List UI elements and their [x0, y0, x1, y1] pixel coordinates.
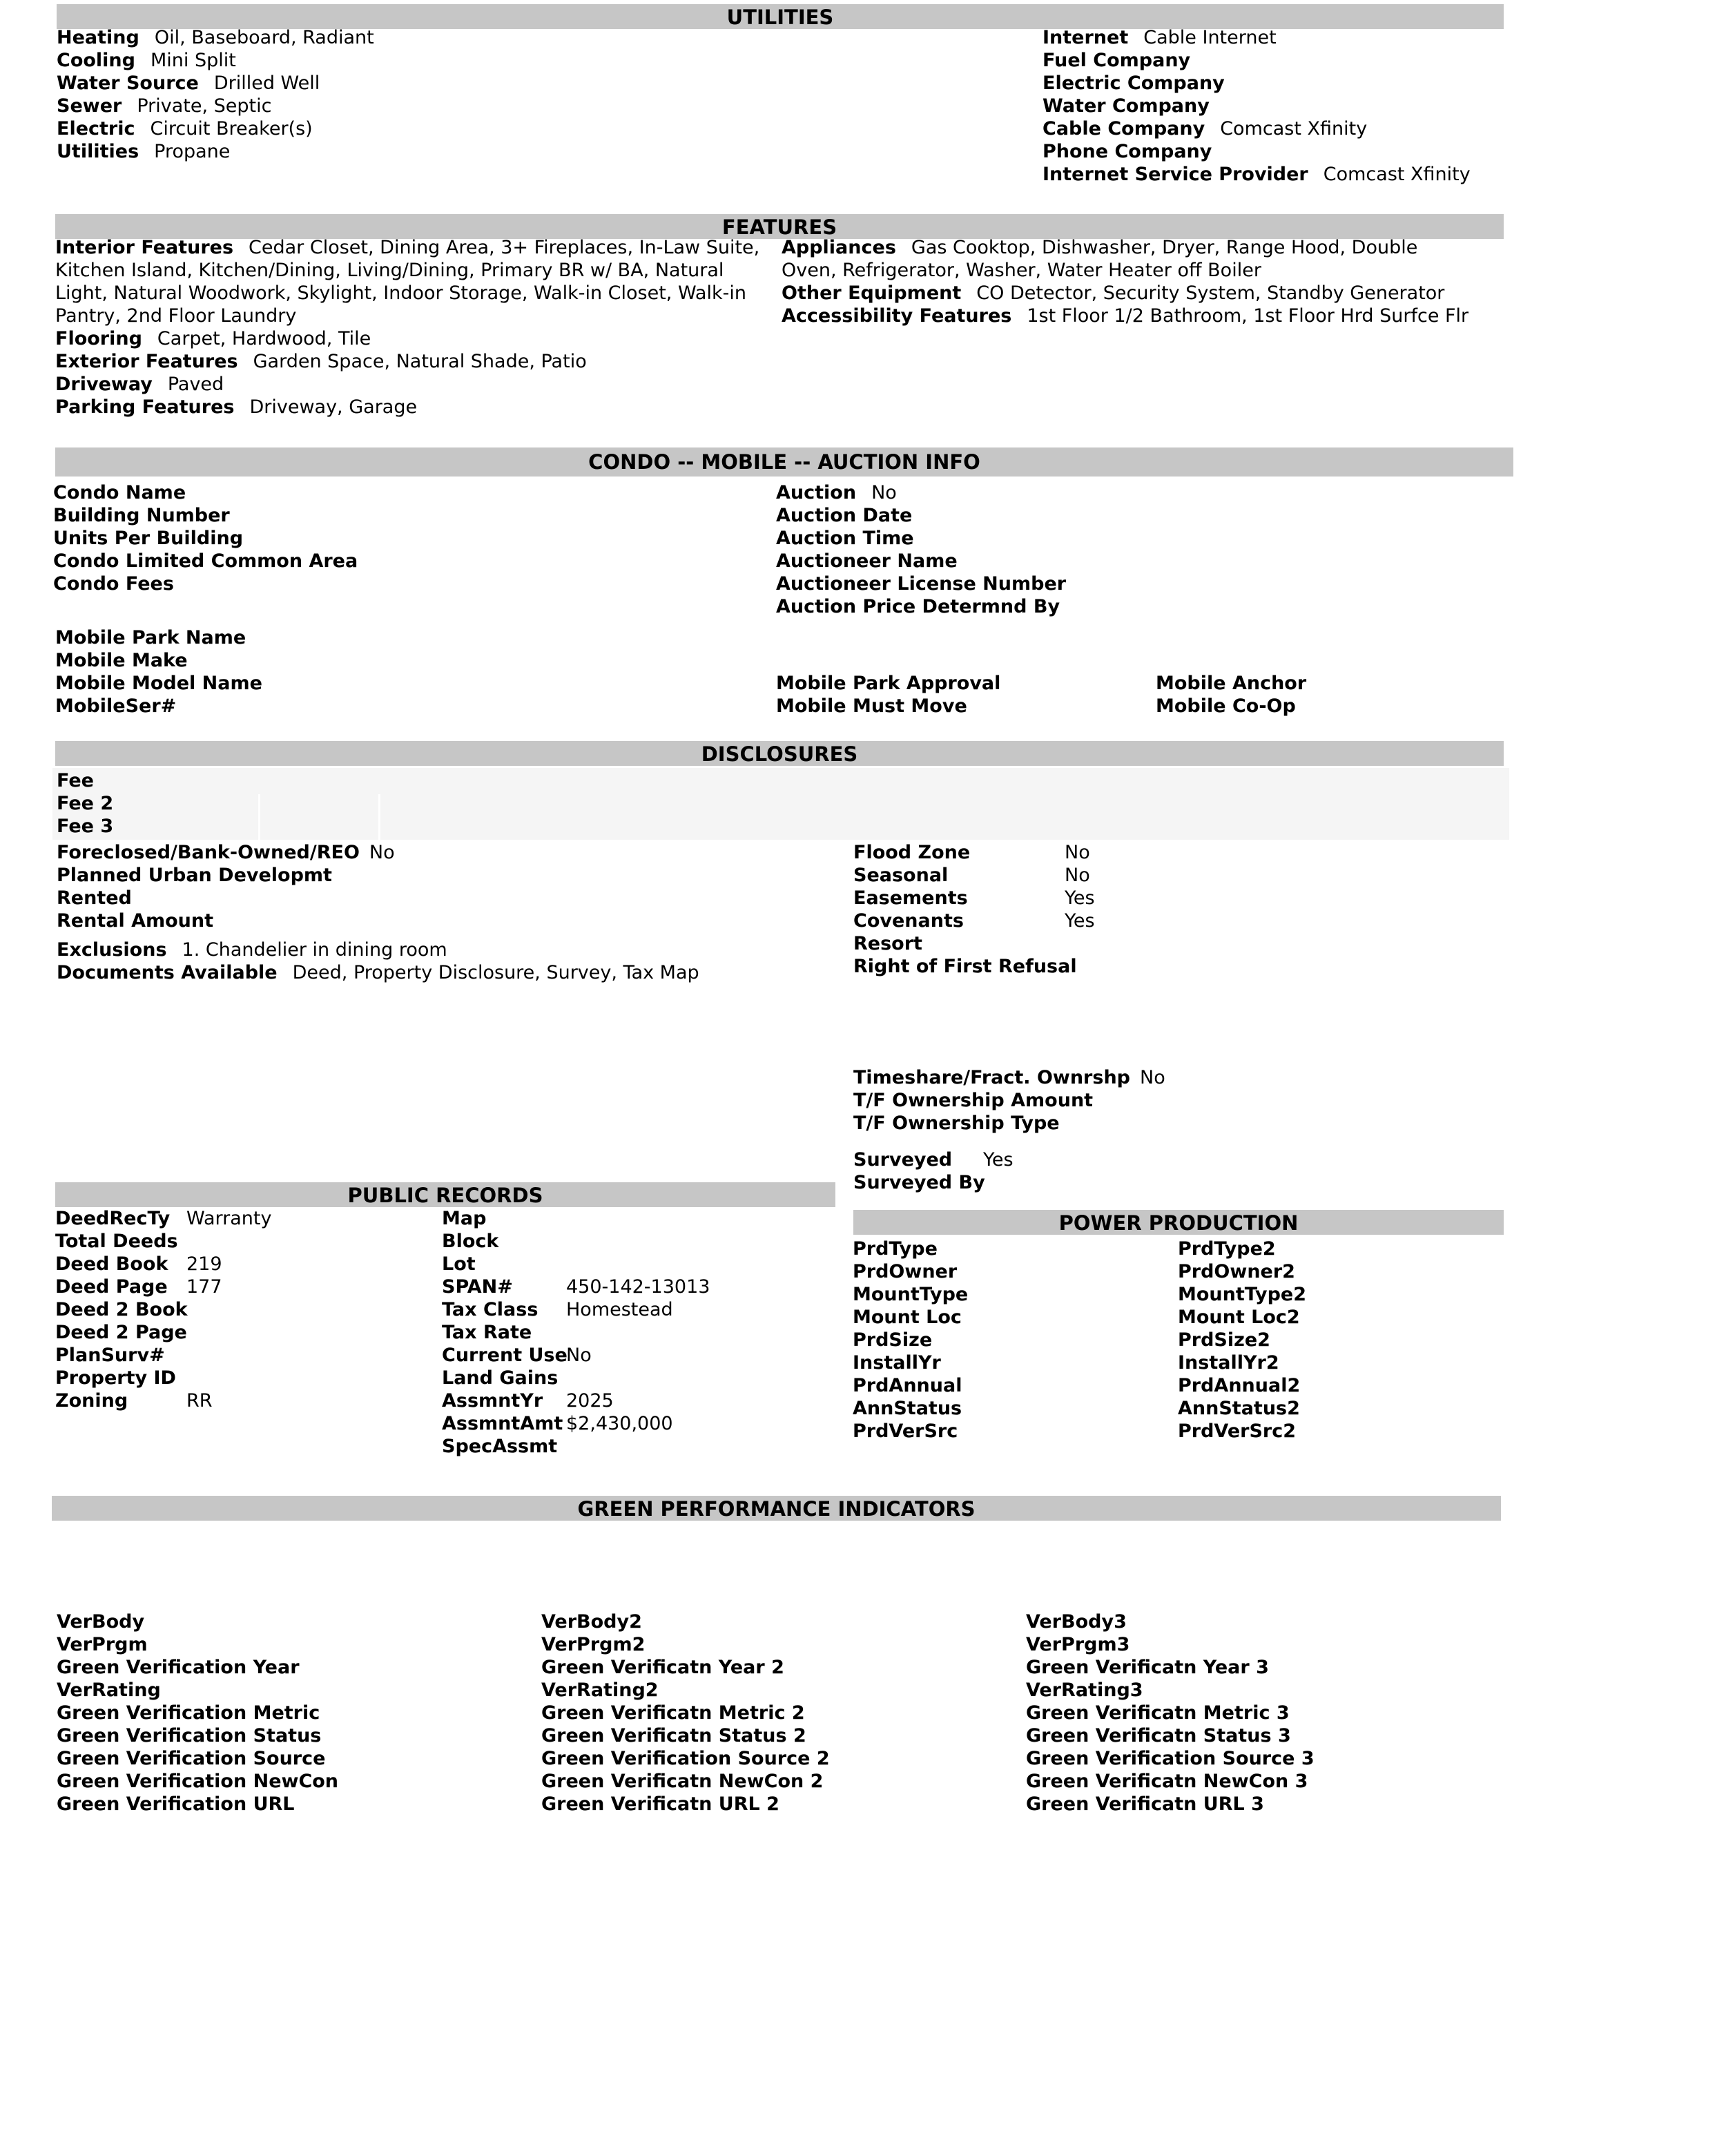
- field-tf-ownership-type: T/F Ownership Type: [853, 1113, 1060, 1134]
- field-value: 2025: [566, 1390, 614, 1412]
- public-records-left: [55, 1207, 442, 1412]
- field-prd-size: PrdSize: [853, 1329, 933, 1351]
- field-value: $2,430,000: [566, 1413, 673, 1434]
- field-plan-surv: [55, 1344, 442, 1367]
- field-label: Exclusions: [57, 939, 167, 961]
- field-prd-ver-src: PrdVerSrc: [853, 1421, 958, 1442]
- field-prd-owner-2: PrdOwner2: [1178, 1261, 1295, 1282]
- field-label: Property ID: [55, 1367, 176, 1389]
- field-label: AssmntYr: [442, 1390, 543, 1412]
- field-value: No: [566, 1345, 592, 1366]
- field-label: Fuel Company: [1043, 50, 1191, 71]
- field-zoning: [55, 1389, 442, 1412]
- field-label: Documents Available: [57, 962, 278, 983]
- field-value: No: [1065, 865, 1090, 886]
- disclosures-left: [57, 841, 816, 984]
- field-condo-limited-common-area: Condo Limited Common Area: [53, 550, 358, 572]
- field-prd-owner: PrdOwner: [853, 1261, 958, 1282]
- field-assessment-year: [442, 1389, 842, 1412]
- field-label: Surveyed: [853, 1149, 953, 1171]
- field-label: Zoning: [55, 1390, 128, 1412]
- field-ver-rating: VerRating: [57, 1679, 161, 1701]
- field-rented: Rented: [57, 887, 132, 909]
- field-label: Block: [442, 1231, 499, 1252]
- field-label: Tax Class: [442, 1299, 539, 1320]
- field-value: Drilled Well: [213, 73, 320, 94]
- field-green-verification-newcon-2: Green Verificatn NewCon 2: [541, 1771, 824, 1792]
- field-planned-urban-development: Planned Urban Developmt: [57, 865, 332, 886]
- field-prd-annual: PrdAnnual: [853, 1375, 962, 1396]
- field-auctioneer-license: Auctioneer License Number: [776, 573, 1067, 595]
- public-records-right: [442, 1207, 842, 1458]
- field-label: Parking Features: [55, 396, 235, 418]
- field-green-verification-source-3: Green Verification Source 3: [1026, 1748, 1315, 1769]
- field-green-verification-status-3: Green Verificatn Status 3: [1026, 1725, 1291, 1746]
- field-green-verification-year-2: Green Verificatn Year 2: [541, 1657, 784, 1678]
- field-label: Appliances: [782, 237, 896, 258]
- field-map: [442, 1207, 842, 1230]
- field-label: Lot: [442, 1253, 476, 1275]
- field-ann-status: AnnStatus: [853, 1398, 962, 1419]
- field-green-verification-newcon-3: Green Verificatn NewCon 3: [1026, 1771, 1308, 1792]
- field-mobile-make: Mobile Make: [55, 650, 188, 671]
- field-value: 177: [186, 1276, 222, 1298]
- disclosures-right: [853, 841, 1475, 978]
- field-label: Phone Company: [1043, 141, 1212, 162]
- field-value: Oil, Baseboard, Radiant: [154, 27, 374, 48]
- green-indicators-header: GREEN PERFORMANCE INDICATORS: [52, 1496, 1501, 1521]
- field-install-yr: InstallYr: [853, 1352, 941, 1374]
- field-label: Flood Zone: [853, 842, 971, 863]
- mobile-mid: [776, 672, 1121, 718]
- field-other-equipment: [782, 282, 1444, 305]
- utilities-header: UTILITIES: [57, 4, 1504, 29]
- disclosures-header: DISCLOSURES: [55, 741, 1504, 766]
- field-accessibility-features: [782, 305, 1469, 327]
- field-prd-ver-src-2: PrdVerSrc2: [1178, 1421, 1297, 1442]
- field-ver-body-3: VerBody3: [1026, 1611, 1127, 1633]
- fee-divider: [378, 794, 380, 840]
- field-value: Propane: [154, 141, 231, 162]
- field-green-verification-year-3: Green Verificatn Year 3: [1026, 1657, 1269, 1678]
- field-green-verification-status-2: Green Verificatn Status 2: [541, 1725, 806, 1746]
- field-auctioneer-name: Auctioneer Name: [776, 550, 958, 572]
- field-label: Timeshare/Fract. Ownrshp: [853, 1067, 1130, 1088]
- field-label: Internet: [1043, 27, 1129, 48]
- field-label: Auction: [776, 482, 857, 503]
- field-seasonal: [853, 864, 1475, 887]
- field-land-gains: [442, 1367, 842, 1389]
- field-exclusions: [57, 939, 816, 961]
- field-value: 1st Floor 1/2 Bathroom, 1st Floor Hrd Surfce Flr: [1027, 305, 1469, 327]
- field-label: Tax Rate: [442, 1322, 532, 1343]
- field-label: Exterior Features: [55, 351, 238, 372]
- field-green-verification-source-2: Green Verification Source 2: [541, 1748, 830, 1769]
- field-cooling: [57, 49, 1023, 72]
- field-label: Covenants: [853, 910, 964, 932]
- green-col-3: [1026, 1610, 1495, 1816]
- field-prd-type-2: PrdType2: [1178, 1238, 1276, 1260]
- field-value: No: [871, 482, 897, 503]
- field-ver-rating-2: VerRating2: [541, 1679, 659, 1701]
- field-water-source: [57, 72, 1023, 95]
- field-label: Deed Book: [55, 1253, 168, 1275]
- field-label: Sewer: [57, 95, 122, 117]
- field-parking-features: [55, 396, 773, 418]
- field-value: Homestead: [566, 1299, 673, 1320]
- field-ver-rating-3: VerRating3: [1026, 1679, 1143, 1701]
- field-value: CO Detector, Security System, Standby Generator: [976, 282, 1445, 304]
- field-deed-2-page: [55, 1321, 442, 1344]
- field-label: Total Deeds: [55, 1231, 178, 1252]
- field-green-verification-metric-3: Green Verificatn Metric 3: [1026, 1702, 1290, 1724]
- field-green-verification-url: Green Verification URL: [57, 1793, 295, 1815]
- field-value: Driveway, Garage: [249, 396, 418, 418]
- field-prd-size-2: PrdSize2: [1178, 1329, 1270, 1351]
- field-auction-price-determined: Auction Price Determnd By: [776, 596, 1060, 617]
- fee-rows: [57, 769, 333, 838]
- field-mobile-anchor: Mobile Anchor: [1156, 673, 1307, 694]
- field-units-per-building: Units Per Building: [53, 528, 244, 549]
- field-mount-type: MountType: [853, 1284, 969, 1305]
- field-label: Interior Features: [55, 237, 234, 258]
- surveyed: [853, 1148, 1475, 1194]
- field-label: Driveway: [55, 374, 153, 395]
- field-deed-2-book: [55, 1298, 442, 1321]
- field-label: Flooring: [55, 328, 142, 349]
- field-value: Deed, Property Disclosure, Survey, Tax Map: [292, 962, 699, 983]
- field-green-verification-year: Green Verification Year: [57, 1657, 300, 1678]
- field-mobile-must-move: Mobile Must Move: [776, 695, 967, 717]
- field-rental-amount: Rental Amount: [57, 910, 214, 932]
- field-driveway: [55, 373, 773, 396]
- field-mobile-serial: MobileSer#: [55, 695, 177, 717]
- field-label: Other Equipment: [782, 282, 962, 304]
- condo-header: CONDO -- MOBILE -- AUCTION INFO: [55, 447, 1513, 477]
- field-value: No: [1065, 842, 1090, 863]
- field-label: Land Gains: [442, 1367, 559, 1389]
- field-exterior-features: [55, 350, 773, 373]
- field-prd-annual-2: PrdAnnual2: [1178, 1375, 1301, 1396]
- field-value: Gas Cooktop, Dishwasher, Dryer, Range Hood, Double Oven, Refrigerator, Washer, Water Heater off Boiler: [782, 237, 1418, 281]
- field-green-verification-newcon: Green Verification NewCon: [57, 1771, 339, 1792]
- field-surveyed: [853, 1148, 1475, 1171]
- field-value: Warranty: [186, 1208, 272, 1229]
- field-mobile-park-name: Mobile Park Name: [55, 627, 246, 648]
- field-property-id: [55, 1367, 442, 1389]
- field-deed-rec-type: [55, 1207, 442, 1230]
- field-ver-body: VerBody: [57, 1611, 145, 1633]
- field-interior-features: [55, 236, 773, 327]
- field-electric: [57, 117, 1023, 140]
- field-timeshare: [853, 1066, 1475, 1089]
- field-value: Garden Space, Natural Shade, Patio: [253, 351, 587, 372]
- green-col-1: [57, 1610, 526, 1816]
- field-label: Internet Service Provider: [1043, 164, 1308, 185]
- field-right-of-first-refusal: Right of First Refusal: [853, 956, 1077, 977]
- field-internet-service-provider: [1043, 163, 1664, 186]
- field-condo-fees: Condo Fees: [53, 573, 174, 595]
- field-fee: Fee: [57, 770, 94, 791]
- field-water-company: [1043, 95, 1664, 117]
- field-label: Deed 2 Book: [55, 1299, 188, 1320]
- field-label: Map: [442, 1208, 487, 1229]
- field-install-yr-2: InstallYr2: [1178, 1352, 1279, 1374]
- field-ver-prgm: VerPrgm: [57, 1634, 148, 1655]
- field-label: Water Company: [1043, 95, 1210, 117]
- field-condo-name: Condo Name: [53, 482, 186, 503]
- field-ver-prgm-3: VerPrgm3: [1026, 1634, 1130, 1655]
- field-label: Deed 2 Page: [55, 1322, 187, 1343]
- field-heating: [57, 26, 1023, 49]
- power-right: [1178, 1238, 1495, 1443]
- mobile-right: [1156, 672, 1501, 718]
- field-total-deeds: [55, 1230, 442, 1253]
- field-value: 450-142-13013: [566, 1276, 710, 1298]
- field-value: Paved: [167, 374, 224, 395]
- field-value: No: [1140, 1067, 1165, 1088]
- field-label: Water Source: [57, 73, 199, 94]
- field-value: 1. Chandelier in dining room: [182, 939, 447, 961]
- field-mount-loc-2: Mount Loc2: [1178, 1307, 1300, 1328]
- field-span: [442, 1276, 842, 1298]
- field-label: Utilities: [57, 141, 139, 162]
- field-green-verification-url-2: Green Verificatn URL 2: [541, 1793, 779, 1815]
- field-label: Heating: [57, 27, 139, 48]
- field-value: Cable Internet: [1143, 27, 1277, 48]
- features-right: [782, 236, 1469, 327]
- field-special-assessment: [442, 1435, 842, 1458]
- field-mount-type-2: MountType2: [1178, 1284, 1307, 1305]
- field-label: DeedRecTy: [55, 1208, 171, 1229]
- field-label: Current Use: [442, 1345, 568, 1366]
- field-electric-company: [1043, 72, 1664, 95]
- field-cable-company: [1043, 117, 1664, 140]
- field-value: Carpet, Hardwood, Tile: [157, 328, 371, 349]
- field-covenants: [853, 909, 1475, 932]
- field-label: Easements: [853, 887, 968, 909]
- field-flood-zone: [853, 841, 1475, 864]
- field-appliances: [782, 236, 1444, 282]
- field-auction-time: Auction Time: [776, 528, 914, 549]
- field-lot: [442, 1253, 842, 1276]
- field-value: Comcast Xfinity: [1323, 164, 1471, 185]
- field-value: Circuit Breaker(s): [150, 118, 313, 139]
- features-left: [55, 236, 773, 418]
- field-sewer: [57, 95, 1023, 117]
- field-fee-2: Fee 2: [57, 793, 114, 814]
- field-deed-page: [55, 1276, 442, 1298]
- field-green-verification-source: Green Verification Source: [57, 1748, 326, 1769]
- field-green-verification-status: Green Verification Status: [57, 1725, 322, 1746]
- field-resort: Resort: [853, 933, 922, 954]
- field-auction-date: Auction Date: [776, 505, 913, 526]
- timeshare: [853, 1066, 1475, 1135]
- field-surveyed-by: Surveyed By: [853, 1172, 985, 1193]
- field-label: SpecAssmt: [442, 1436, 558, 1457]
- field-internet: [1043, 26, 1664, 49]
- field-label: Cable Company: [1043, 118, 1205, 139]
- field-mobile-co-op: Mobile Co-Op: [1156, 695, 1296, 717]
- field-mobile-model-name: Mobile Model Name: [55, 673, 262, 694]
- field-mount-loc: Mount Loc: [853, 1307, 962, 1328]
- field-ann-status-2: AnnStatus2: [1178, 1398, 1300, 1419]
- field-label: PlanSurv#: [55, 1345, 165, 1366]
- public-records-header: PUBLIC RECORDS: [55, 1182, 835, 1207]
- field-green-verification-url-3: Green Verificatn URL 3: [1026, 1793, 1264, 1815]
- auction-info: [776, 481, 1397, 618]
- green-col-2: [541, 1610, 1011, 1816]
- field-tax-rate: [442, 1321, 842, 1344]
- field-value: Yes: [1065, 910, 1095, 932]
- field-label: Seasonal: [853, 865, 949, 886]
- field-assessment-amount: [442, 1412, 842, 1435]
- field-mobile-park-approval: Mobile Park Approval: [776, 673, 1001, 694]
- field-block: [442, 1230, 842, 1253]
- field-fee-3: Fee 3: [57, 816, 114, 837]
- field-value: Comcast Xfinity: [1220, 118, 1368, 139]
- field-ver-prgm-2: VerPrgm2: [541, 1634, 646, 1655]
- features-header: FEATURES: [55, 214, 1504, 239]
- field-prd-type: PrdType: [853, 1238, 938, 1260]
- field-label: AssmntAmt: [442, 1413, 563, 1434]
- field-value: Private, Septic: [137, 95, 272, 117]
- power-left: [853, 1238, 1170, 1443]
- field-value: Yes: [983, 1149, 1014, 1171]
- field-auction: [776, 481, 1397, 504]
- field-foreclosed: [57, 841, 816, 864]
- condo-left: [53, 481, 675, 595]
- field-phone-company: [1043, 140, 1664, 163]
- field-value: Mini Split: [150, 50, 236, 71]
- field-tax-class: [442, 1298, 842, 1321]
- field-value: RR: [186, 1390, 213, 1412]
- field-documents-available: [57, 961, 816, 984]
- field-tf-ownership-amount: T/F Ownership Amount: [853, 1090, 1094, 1111]
- mobile-left: [55, 626, 677, 718]
- field-value: 219: [186, 1253, 222, 1275]
- field-current-use: [442, 1344, 842, 1367]
- field-label: Foreclosed/Bank-Owned/REO: [57, 842, 360, 863]
- field-ver-body-2: VerBody2: [541, 1611, 642, 1633]
- field-flooring: [55, 327, 773, 350]
- field-utilities: [57, 140, 1023, 163]
- field-value: Yes: [1065, 887, 1095, 909]
- field-label: Accessibility Features: [782, 305, 1012, 327]
- field-easements: [853, 887, 1475, 909]
- field-green-verification-metric-2: Green Verificatn Metric 2: [541, 1702, 805, 1724]
- field-label: Electric: [57, 118, 135, 139]
- utilities-right: [1043, 26, 1664, 186]
- power-production-header: POWER PRODUCTION: [853, 1210, 1504, 1235]
- field-label: Deed Page: [55, 1276, 168, 1298]
- field-deed-book: [55, 1253, 442, 1276]
- field-label: Cooling: [57, 50, 135, 71]
- field-value: Cedar Closet, Dining Area, 3+ Fireplaces, In-Law Suite, Kitchen Island, Kitchen/Dining, Living/Dining, Primary BR w/ BA, Natural Light, Natural Woodwork, Skylight, Indoor Storage, Walk-in Closet, Walk-in Pantry, 2nd Floor Laundry: [55, 237, 760, 327]
- field-label: Electric Company: [1043, 73, 1225, 94]
- field-label: SPAN#: [442, 1276, 513, 1298]
- field-green-verification-metric: Green Verification Metric: [57, 1702, 320, 1724]
- field-building-number: Building Number: [53, 505, 230, 526]
- field-fuel-company: [1043, 49, 1664, 72]
- utilities-left: [57, 26, 1023, 163]
- field-value: No: [369, 842, 395, 863]
